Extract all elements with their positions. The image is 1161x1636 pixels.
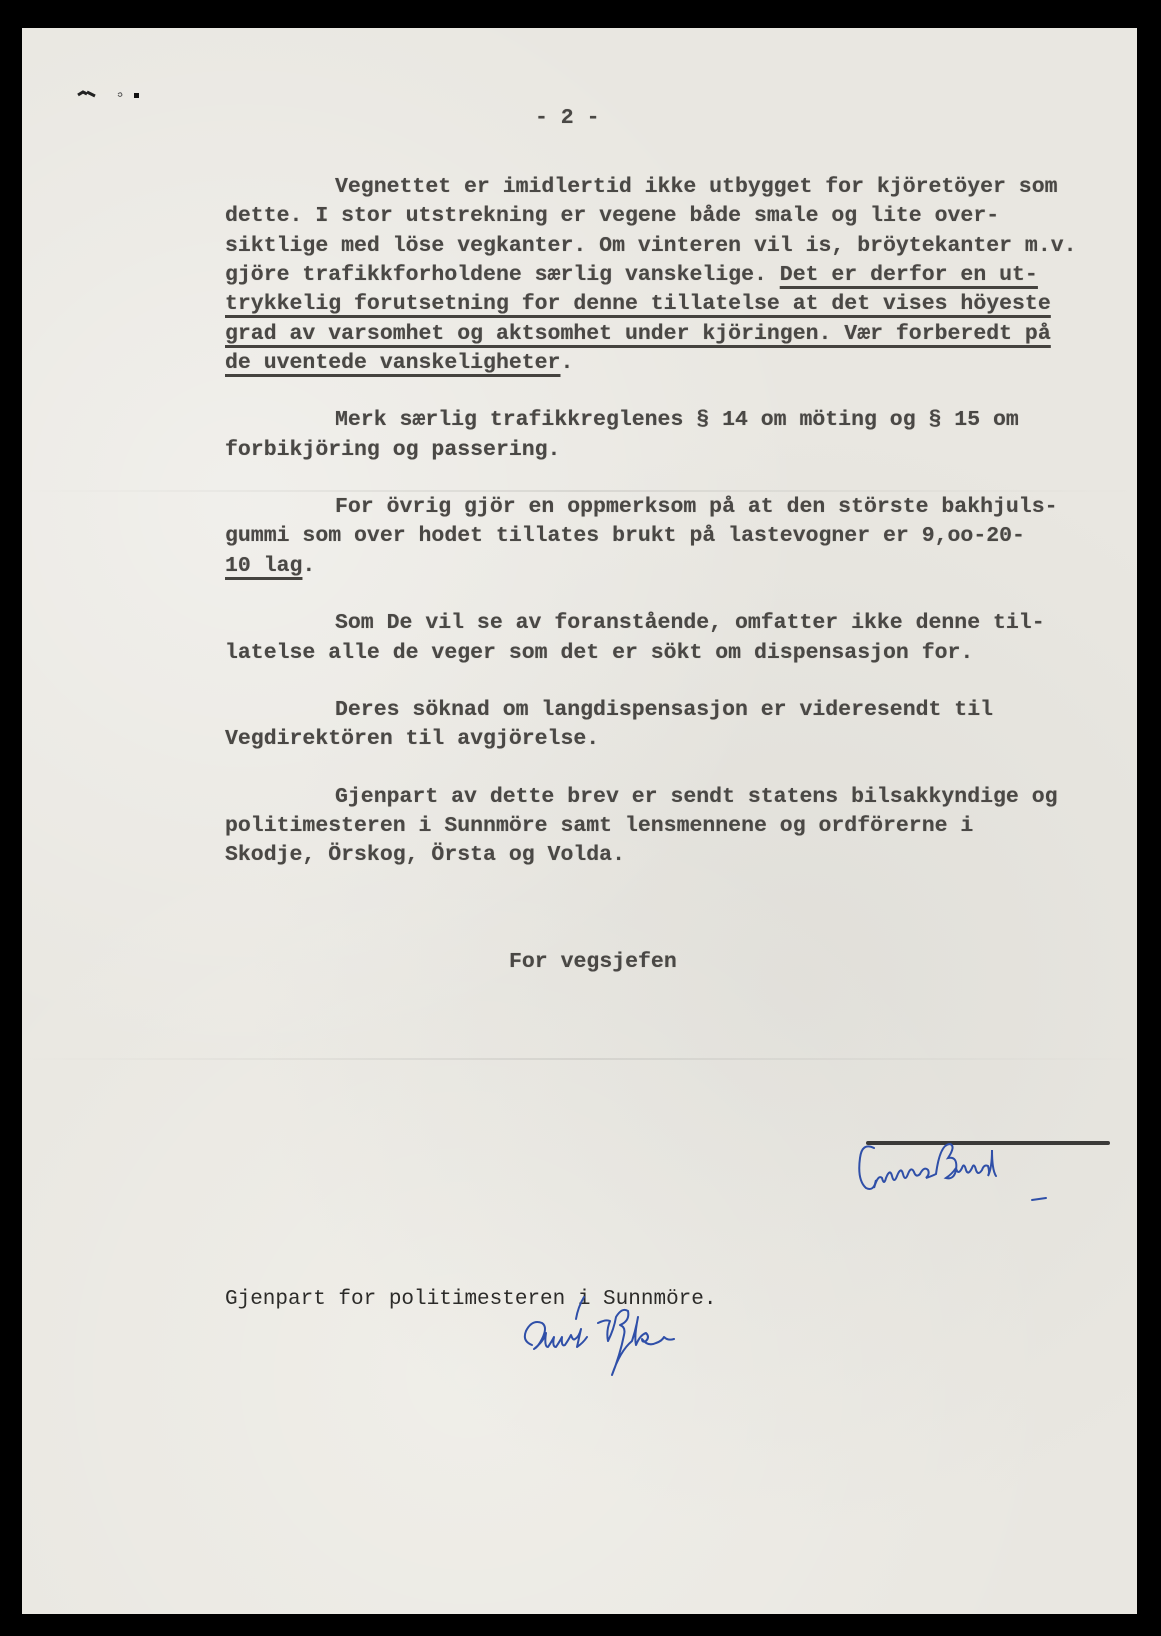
text-segment: latelse alle de veger som det er sökt om dispensasjon for.: [225, 640, 974, 665]
letter-page: [22, 28, 1137, 1614]
text-segment: gummi som over hodet tillates brukt på lastevogner er 9,oo-20-: [225, 524, 1025, 549]
text-line: [225, 203, 999, 229]
text-line: [225, 842, 625, 868]
text-line: [225, 437, 560, 463]
text-segment: Vegnettet er imidlertid ikke utbygget for kjöretöyer som: [335, 175, 1058, 199]
text-line: [335, 610, 1045, 636]
text-segment: Deres söknad om langdispensasjon er videresendt til: [335, 698, 994, 722]
text-line: [335, 174, 1058, 200]
text-line: [225, 640, 973, 666]
text-segment: Vegdirektören til avgjörelse.: [225, 727, 600, 752]
text-line: [335, 494, 1058, 520]
text-segment: Merk særlig trafikkreglenes § 14 om möting og § 15 om: [335, 408, 1019, 433]
page-number: - 2 -: [535, 106, 600, 130]
text-line: [225, 321, 1051, 347]
text-segment: politimesteren i Sunnmöre samt lensmennene og ordförerne i: [225, 814, 974, 839]
underlined-text: 10 lag: [225, 553, 303, 578]
underlined-text: grad av varsomhet og aktsomhet under kjöringen. Vær forberedt på: [225, 321, 1051, 346]
text-line: [225, 726, 599, 752]
text-segment: forbikjöring og passering.: [225, 437, 561, 462]
text-segment: siktlige med löse vegkanter. Om vinteren vil is, bröytekanter m.v.: [225, 233, 1077, 258]
text-line: [225, 813, 973, 839]
closing-line: For vegsjefen: [509, 950, 677, 974]
signature-knut-ryfylke: [502, 1293, 802, 1383]
text-line: [335, 407, 1019, 433]
text-line: [335, 697, 993, 723]
paper-fold-line: [22, 1058, 1137, 1060]
text-line: [225, 233, 1077, 259]
underlined-text: Det er derfor en ut-: [779, 262, 1038, 287]
text-line: [225, 262, 1038, 288]
underlined-text: trykkelig forutsetning for denne tillatelse at det vises höyeste: [225, 292, 1051, 317]
underlined-text: de uventede vanskeligheter: [225, 350, 561, 375]
text-segment: Skodje, Örskog, Örsta og Volda.: [225, 843, 625, 868]
paper-fold-line: [22, 490, 1137, 492]
text-segment: dette. I stor utstrekning er vegene både smale og lite over-: [225, 204, 1000, 229]
text-segment: gjöre trafikkforholdene særlig vanskelige.: [225, 262, 780, 287]
text-segment: Gjenpart av dette brev er sendt statens bilsakkyndige og: [335, 784, 1058, 809]
text-segment: Som De vil se av foranstående, omfatter ikke denne til-: [335, 611, 1045, 636]
text-line: [335, 784, 1058, 810]
text-segment: For övrig gjör en oppmerksom på at den störste bakhjuls-: [335, 495, 1058, 520]
signature-gunnar-sund: [842, 1138, 1102, 1208]
text-line: [225, 291, 1051, 317]
text-line: [225, 523, 1025, 549]
text-line: [225, 553, 315, 579]
text-line: [225, 350, 573, 376]
corner-ink-marks: [52, 83, 152, 103]
text-segment: .: [560, 350, 574, 375]
copy-note: Gjenpart for politimesteren i Sunnmöre.: [225, 1288, 717, 1311]
text-segment: .: [302, 553, 316, 578]
